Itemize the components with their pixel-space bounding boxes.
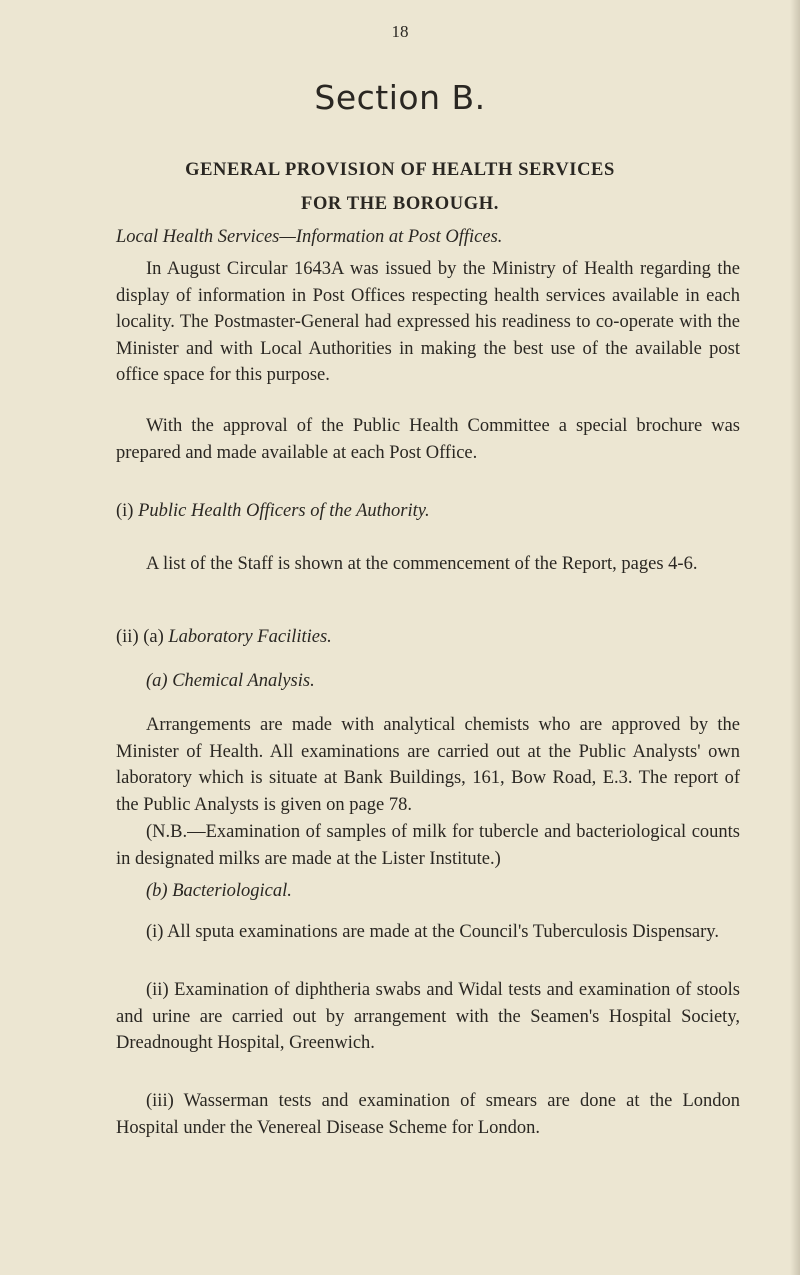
heading-line-1: GENERAL PROVISION OF HEALTH SERVICES [185,160,615,180]
paragraph-staff: A list of the Staff is shown at the commencement of the Report, pages 4-6. [146,554,698,574]
item-ii-heading [116,624,740,651]
sub-a-heading [146,668,740,695]
item-ii-title: Laboratory Facilities. [168,627,332,647]
paragraph-chemists: Arrangements are made with analytical chemists who are approved by the Minister of Health. All examinations are carried out at the Public Analysts' own laboratory which is situate at Bank Buildings, 161, Bow Road, E.3. The report of the Public Analysts is given on page 78. [116,715,740,815]
local-health-subtitle: Local Health Services—Information at Post Offices. [116,227,503,247]
paragraph-wasserman: (iii) Wasserman tests and examination of smears are done at the London Hospital under the Venereal Disease Scheme for London. [116,1091,740,1138]
item-i-title: Public Health Officers of the Authority. [138,501,430,521]
paragraph-brochure: With the approval of the Public Health Committee a special brochure was prepared and made available at each Post Office. [116,416,740,463]
item-i-heading [116,498,740,525]
page-number: 18 [391,22,409,41]
page-edge-shadow [790,0,800,1275]
paragraph-sputa: (i) All sputa examinations are made at the Council's Tuberculosis Dispensary. [146,922,719,942]
sub-b-label: (b) [146,881,173,901]
paragraph-diphtheria: (ii) Examination of diphtheria swabs and Widal tests and examination of stools and urine are carried out by arrangement with the Seamen's Hospital Society, Dreadnought Hospital, Greenwich. [116,980,740,1053]
sub-a-title: Chemical Analysis. [172,671,315,691]
sub-b-title: Bacteriological. [172,881,292,901]
section-title: Section B. [314,78,486,117]
item-i-label: (i) [116,501,139,521]
sub-a-label: (a) [146,671,173,691]
paragraph-nb: (N.B.—Examination of samples of milk for tubercle and bacteriological counts in designated milks are made at the Lister Institute.) [116,822,740,869]
heading-line-2: FOR THE BOROUGH. [301,194,499,214]
item-ii-label: (ii) (a) [116,627,169,647]
paragraph-circular: In August Circular 1643A was issued by the Ministry of Health regarding the display of information in Post Offices respecting health services available in each locality. The Postmaster-General had expressed his readiness to co-operate with the Minister and with Local Authorities in making the best use of the available post office space for this purpose. [116,259,740,385]
sub-b-heading [146,878,740,905]
